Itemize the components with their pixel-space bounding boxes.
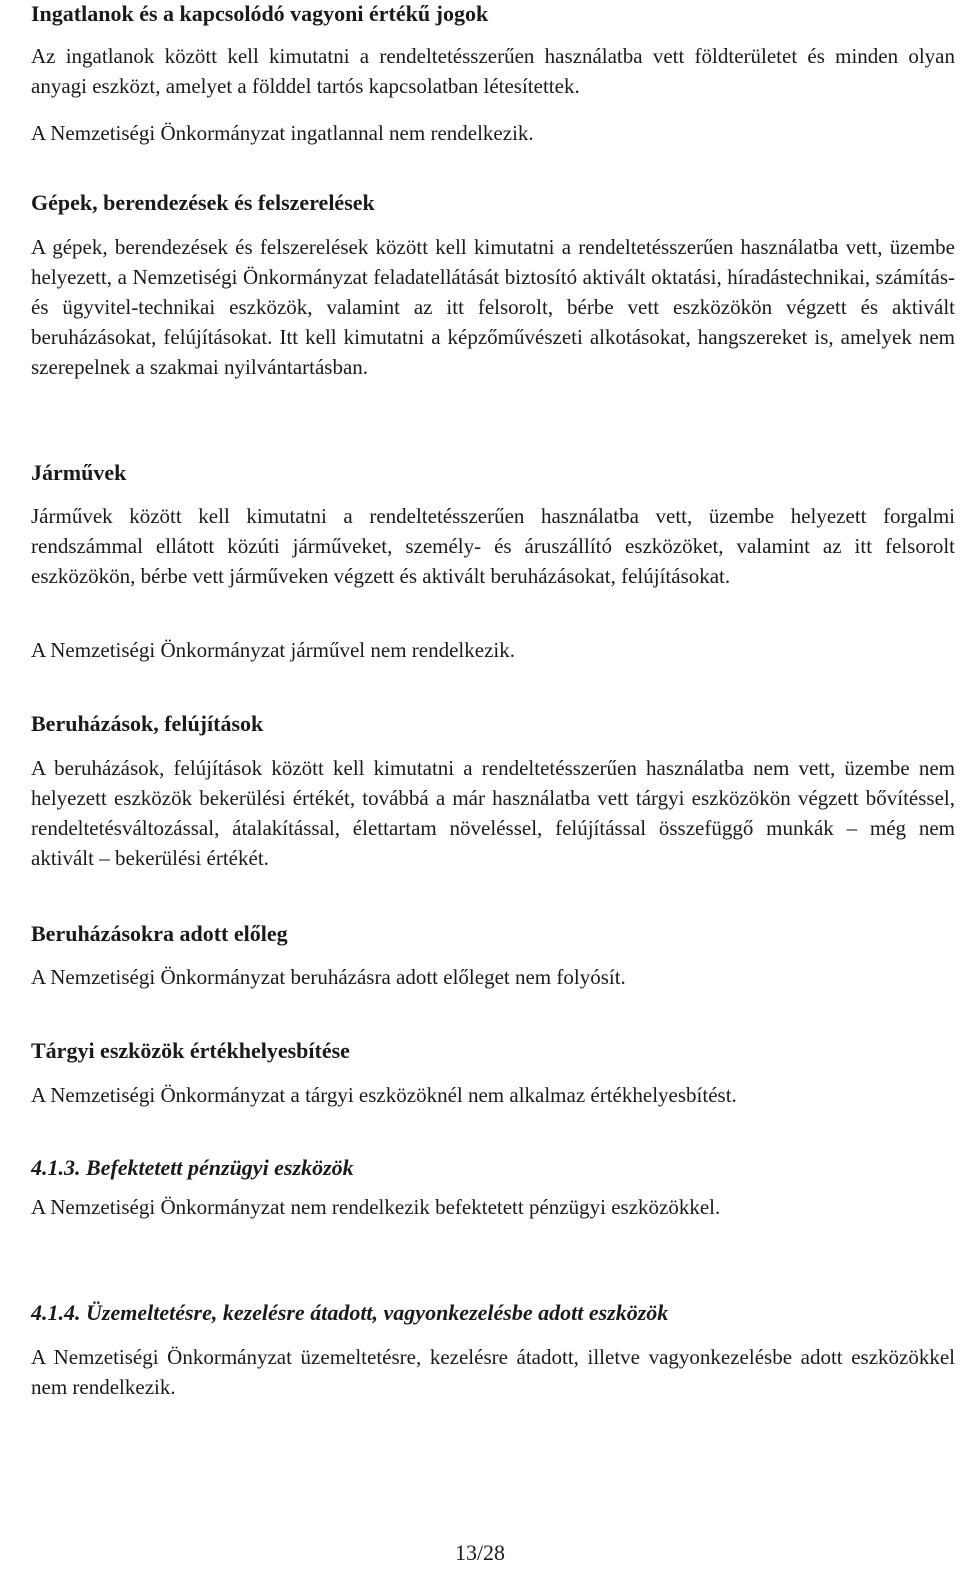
paragraph-ingatlanok-status: A Nemzetiségi Önkormányzat ingatlannal nem rendelkezik.	[31, 121, 534, 145]
heading-gepek: Gépek, berendezések és felszerelések	[31, 190, 375, 215]
heading-jarmuvek: Járművek	[31, 460, 127, 485]
paragraph-beruhazasok-definition: A beruházások, felújítások között kell kimutatni a rendeltetésszerűen használatba nem vett, üzembe nem helyezett eszközök bekerülési értékét, továbbá a már használatba vett tárgyi eszközökön végzett bővítéssel, rendeltetésváltozással, átalakítással, élettartam növeléssel, felújítással összefüggő munkák – még nem aktivált – bekerülési értékét.	[31, 756, 955, 870]
heading-beruhazasok: Beruházások, felújítások	[31, 711, 264, 736]
paragraph-gepek-definition: A gépek, berendezések és felszerelések között kell kimutatni a rendeltetésszerűen használatba vett, üzembe helyezett, a Nemzetiségi Önkormányzat feladatellátását biztosító aktivált oktatási, híradástechnikai, számítás- és ügyvitel-technikai eszközök, valamint az itt felsorolt, bérbe vett eszközökön végzett és aktivált beruházásokat, felújításokat. Itt kell kimutatni a képzőművészeti alkotásokat, hangszereket is, amelyek nem szerepelnek a szakmai nyilvántartásban.	[31, 235, 955, 379]
page-number: 13/28	[454, 1540, 506, 1565]
paragraph-ingatlanok-definition: Az ingatlanok között kell kimutatni a rendeltetésszerűen használatba vett földterületet és minden olyan anyagi eszközt, amelyet a földdel tartós kapcsolatban létesítettek.	[31, 44, 955, 98]
paragraph-uzemeltetesre-atadott-status: A Nemzetiségi Önkormányzat üzemeltetésre, kezelésre átadott, illetve vagyonkezelésbe adott eszközökkel nem rendelkezik.	[31, 1345, 955, 1399]
heading-befektetett-penzugyi: 4.1.3. Befektetett pénzügyi eszközök	[31, 1155, 354, 1180]
paragraph-jarmuvek-definition: Járművek között kell kimutatni a rendeltetésszerűen használatba vett, üzembe helyezett forgalmi rendszámmal ellátott közúti járműveket, személy- és áruszállító eszközöket, valamint az itt felsorolt eszközökön, bérbe vett járműveken végzett és aktivált beruházásokat, felújításokat.	[31, 504, 955, 588]
heading-ertekhelyesbites: Tárgyi eszközök értékhelyesbítése	[31, 1038, 350, 1063]
paragraph-jarmuvek-status: A Nemzetiségi Önkormányzat járművel nem rendelkezik.	[31, 638, 515, 662]
paragraph-ertekhelyesbites-status: A Nemzetiségi Önkormányzat a tárgyi eszközöknél nem alkalmaz értékhelyesbítést.	[31, 1083, 737, 1107]
heading-uzemeltetesre-atadott: 4.1.4. Üzemeltetésre, kezelésre átadott, vagyonkezelésbe adott eszközök	[31, 1300, 669, 1325]
paragraph-eloleg-status: A Nemzetiségi Önkormányzat beruházásra adott előleget nem folyósít.	[31, 965, 626, 989]
heading-ingatlanok: Ingatlanok és a kapcsolódó vagyoni értékű jogok	[31, 1, 489, 26]
paragraph-befektetett-penzugyi-status: A Nemzetiségi Önkormányzat nem rendelkezik befektetett pénzügyi eszközökkel.	[31, 1195, 721, 1219]
heading-eloleg: Beruházásokra adott előleg	[31, 921, 288, 946]
